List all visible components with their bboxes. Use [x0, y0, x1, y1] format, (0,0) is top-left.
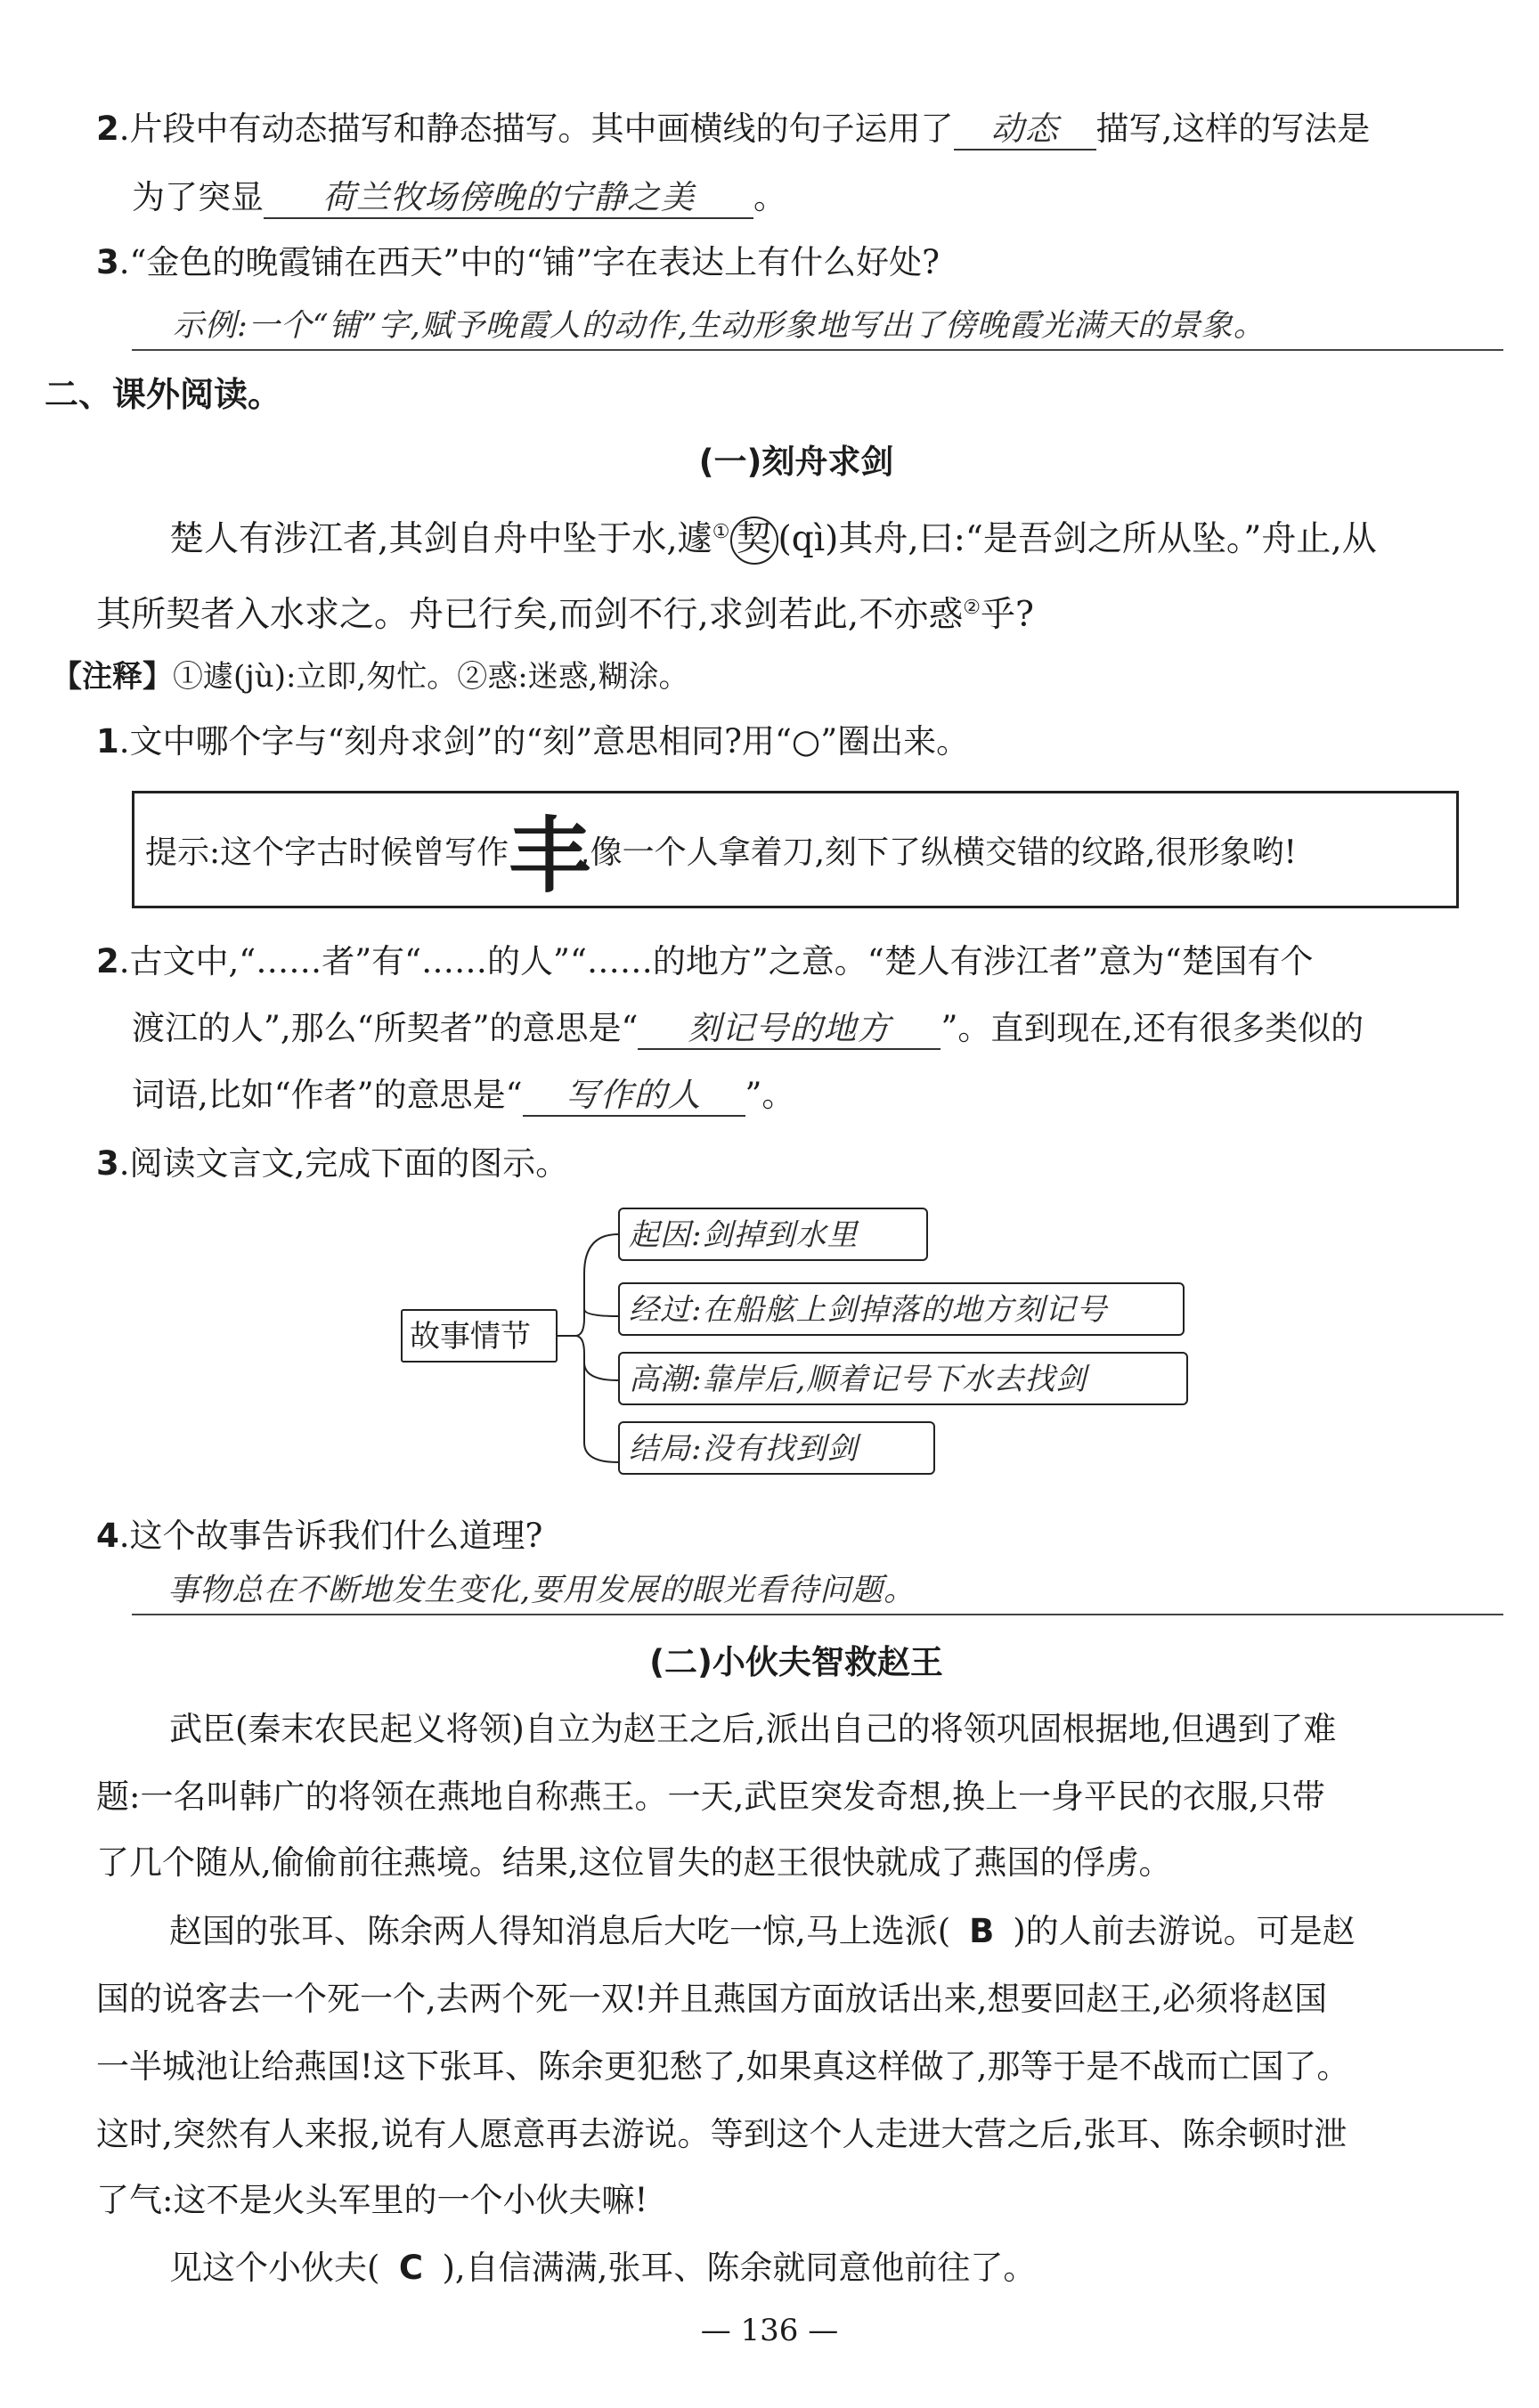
- passage-2-para-3: 见这个小伙夫( C ),自信满满,张耳、陈余就同意他前往了。: [169, 2246, 1036, 2290]
- diagram-item-cause: 起因:剑掉到水里: [618, 1208, 928, 1261]
- choice-answer: C: [398, 2249, 424, 2287]
- answer-line: 事物总在不断地发生变化,要用发展的眼光看待问题。: [132, 1567, 1503, 1615]
- answer-blank: 荷兰牧场傍晚的宁静之美: [264, 178, 753, 219]
- diagram-item-process: 经过:在船舷上剑掉落的地方刻记号: [618, 1282, 1185, 1336]
- page-number: — 136 —: [700, 2313, 839, 2348]
- answer-blank: 刻记号的地方: [638, 1009, 940, 1050]
- p1-question-2-line-2: 渡江的人”,那么“所契者”的意思是“ 刻记号的地方 ”。直到现在,还有很多类似的: [132, 1006, 1364, 1051]
- diagram-brace: [558, 1220, 623, 1478]
- section-title: 二、课外阅读。: [45, 375, 282, 414]
- question-number: 2: [96, 110, 119, 148]
- p1-question-1: 1.文中哪个字与“刻舟求剑”的“刻”意思相同?用“○”圈出来。: [96, 722, 970, 761]
- p1-question-2-line-1: 2.古文中,“……者”有“……的人”“……的地方”之意。“楚人有涉江者”意为“楚国有个: [96, 942, 1314, 980]
- question-3: 3.“金色的晚霞铺在西天”中的“铺”字在表达上有什么好处?: [96, 243, 940, 281]
- passage-2-para-1-line-3: 了几个随从,偷偷前往燕境。结果,这位冒失的赵王很快就成了燕国的俘虏。: [96, 1843, 1172, 1882]
- passage-2-para-2-line-2: 国的说客去一个死一个,去两个死一双!并且燕国方面放话出来,想要回赵王,必须将赵国: [96, 1980, 1328, 2018]
- diagram-root: 故事情节: [401, 1309, 558, 1363]
- answer-blank: 写作的人: [523, 1076, 745, 1117]
- p1-question-4: 4.这个故事告诉我们什么道理?: [96, 1517, 543, 1555]
- passage-2-para-1-line-2: 题:一名叫韩广的将领在燕地自称燕王。一天,武臣突发奇想,换上一身平民的衣服,只带: [96, 1778, 1325, 1816]
- passage-2-para-2-line-4: 这时,突然有人来报,说有人愿意再去游说。等到这个人走进大营之后,张耳、陈余顿时泄: [96, 2115, 1348, 2153]
- hint-box: 提示:这个字古时候曾写作丰,像一个人拿着刀,刻下了纵横交错的纹路,很形象哟!: [132, 791, 1459, 908]
- ancient-glyph: 丰: [509, 808, 591, 904]
- p1-question-3: 3.阅读文言文,完成下面的图示。: [96, 1144, 569, 1183]
- passage-2-para-2-line-3: 一半城池让给燕国!这下张耳、陈余更犯愁了,如果真这样做了,那等于是不战而亡国了。: [96, 2047, 1350, 2086]
- passage-2-para-2-line-5: 了气:这不是火头军里的一个小伙夫嘛!: [96, 2181, 648, 2219]
- passage-1-line-2: 其所契者入水求之。舟已行矣,而剑不行,求剑若此,不亦惑②乎?: [96, 595, 1034, 635]
- annotation-note: 【注释】①遽(jù):立即,匆忙。②惑:迷惑,糊涂。: [52, 659, 689, 695]
- question-2-line-1: 2.片段中有动态描写和静态描写。其中画横线的句子运用了 动态 描写,这样的写法是: [96, 107, 1370, 151]
- passage-2-title: (二)小伙夫智救赵王: [649, 1643, 943, 1681]
- diagram-item-ending: 结局:没有找到剑: [618, 1421, 935, 1475]
- passage-2-para-2-line-1: 赵国的张耳、陈余两人得知消息后大吃一惊,马上选派( B )的人前去游说。可是赵: [169, 1909, 1356, 1954]
- passage-2-para-1-line-1: 武臣(秦末农民起义将领)自立为赵王之后,派出自己的将领巩固根据地,但遇到了难: [169, 1710, 1337, 1748]
- passage-1-title: (一)刻舟求剑: [698, 443, 894, 481]
- passage-1-line-1: 楚人有涉江者,其剑自舟中坠于水,遽① 契 (qì)其舟,曰:“是吾剑之所从坠。”舟止,从: [169, 510, 1377, 565]
- choice-answer: B: [969, 1912, 995, 1950]
- diagram-item-climax: 高潮:靠岸后,顺着记号下水去找剑: [618, 1352, 1188, 1405]
- circled-character: 契: [730, 517, 778, 565]
- question-2-line-2: 为了突显 荷兰牧场傍晚的宁静之美 。: [132, 175, 786, 220]
- answer-blank: 动态: [954, 110, 1096, 150]
- answer-line: 示例:一个“铺”字,赋予晚霞人的动作,生动形象地写出了傍晚霞光满天的景象。: [132, 303, 1503, 351]
- p1-question-2-line-3: 词语,比如“作者”的意思是“ 写作的人 ”。: [132, 1073, 794, 1118]
